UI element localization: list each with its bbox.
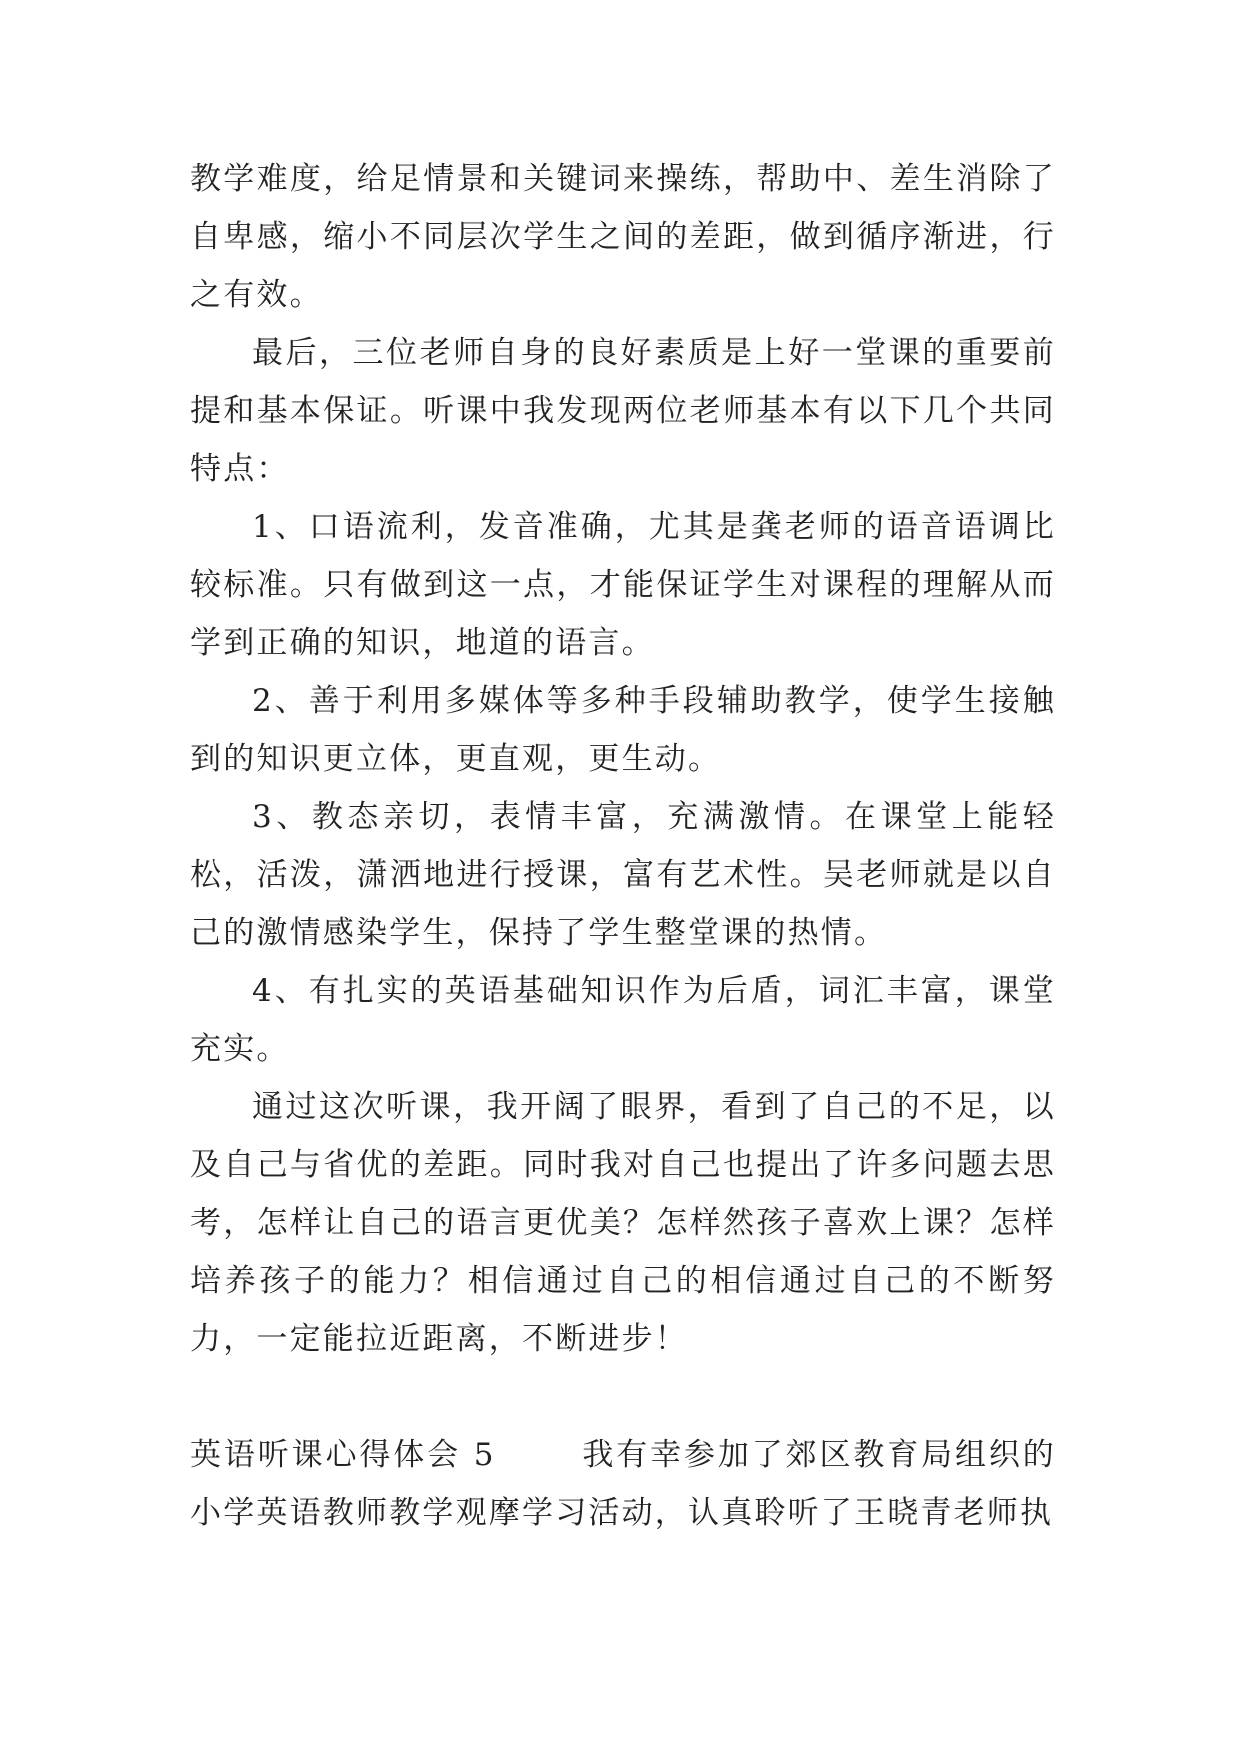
section-title: 英语听课心得体会 5 [190, 1437, 496, 1473]
paragraph-point-1: 1、口语流利，发音准确，尤其是龚老师的语音语调比较标准。只有做到这一点，才能保证学生对课程的理解从而学到正确的知识，地道的语言。 [190, 509, 1056, 661]
paragraph-point-4: 4、有扎实的英语基础知识作为后盾，词汇丰富，课堂充实。 [190, 973, 1056, 1067]
document-body [190, 150, 1056, 1542]
paragraph-point-2: 2、善于利用多媒体等多种手段辅助教学，使学生接触到的知识更立体，更直观，更生动。 [190, 683, 1056, 777]
next-section [190, 1426, 1056, 1542]
paragraph-point-3: 3、教态亲切，表情丰富，充满激情。在课堂上能轻松，活泼，潇洒地进行授课，富有艺术性。吴老师就是以自己的激情感染学生，保持了学生整堂课的热情。 [190, 799, 1056, 951]
paragraph-teacher-qualities: 最后，三位老师自身的良好素质是上好一堂课的重要前提和基本保证。听课中我发现两位老师基本有以下几个共同特点： [190, 335, 1056, 487]
paragraph-continuation: 教学难度，给足情景和关键词来操练，帮助中、差生消除了自卑感，缩小不同层次学生之间的差距，做到循序渐进，行之有效。 [190, 161, 1056, 313]
section-gap [190, 1368, 1056, 1426]
paragraph-conclusion: 通过这次听课，我开阔了眼界，看到了自己的不足，以及自己与省优的差距。同时我对自己也提出了许多问题去思考，怎样让自己的语言更优美？怎样然孩子喜欢上课？怎样培养孩子的能力？相信通过自己的相信通过自己的不断努力，一定能拉近距离，不断进步！ [190, 1089, 1056, 1357]
section-intro-text: 我有幸参加了郊区教育局组织的小学英语教师教学观摩学习活动，认真聆听了王晓青老师执 [190, 1437, 1056, 1531]
